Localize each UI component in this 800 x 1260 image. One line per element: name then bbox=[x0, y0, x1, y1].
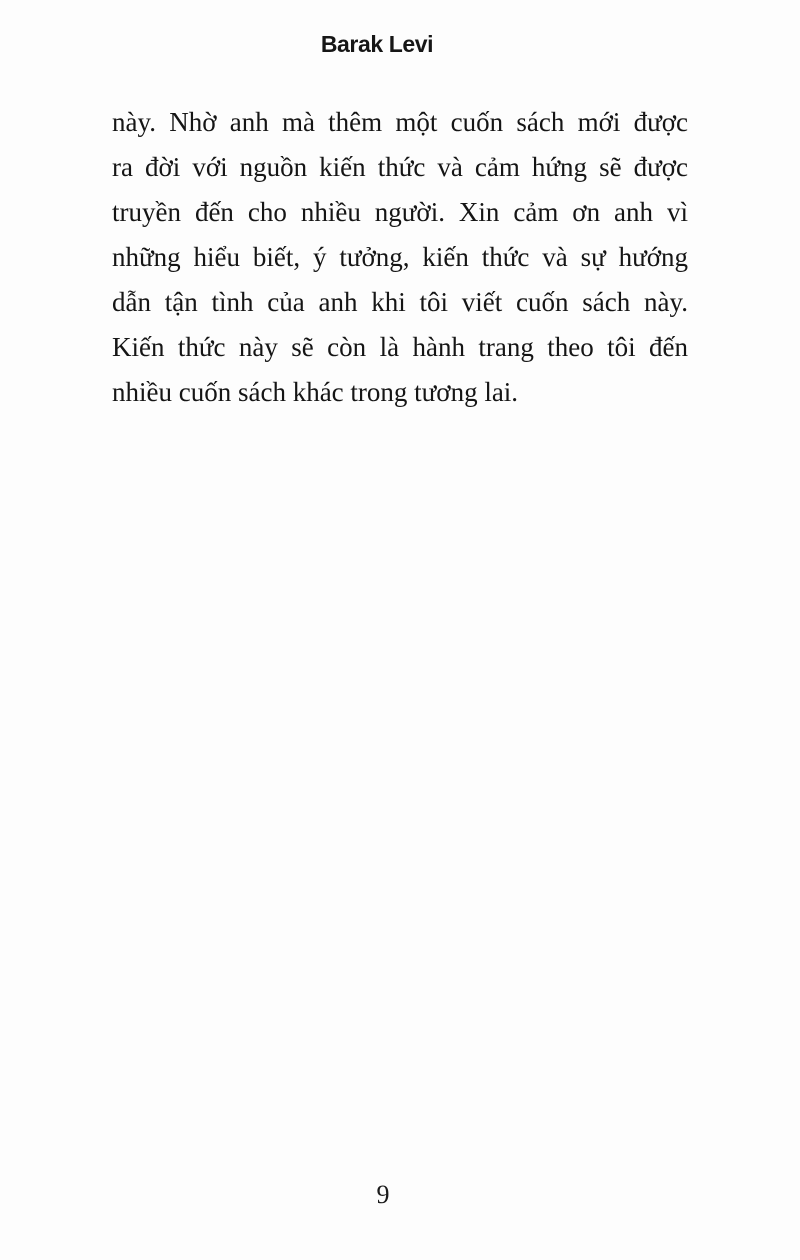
paragraph-line: Kiến thức này sẽ còn là hành trang theo tôi đến bbox=[112, 332, 688, 362]
paragraph-line: nhiều cuốn sách khác trong tương lai. bbox=[112, 377, 519, 407]
running-header-author: Barak Levi bbox=[320, 31, 434, 57]
paragraph-line: này. Nhờ anh mà thêm một cuốn sách mới được bbox=[112, 107, 688, 137]
paragraph-line: ra đời với nguồn kiến thức và cảm hứng sẽ được bbox=[112, 152, 688, 182]
page-number: 9 bbox=[376, 1180, 390, 1209]
paragraph-line: dẫn tận tình của anh khi tôi viết cuốn sách này. bbox=[112, 287, 688, 317]
paragraph-line: truyền đến cho nhiều người. Xin cảm ơn anh vì bbox=[112, 197, 688, 227]
paragraph-line: những hiểu biết, ý tưởng, kiến thức và sự hướng bbox=[112, 242, 688, 272]
body-paragraph bbox=[112, 100, 688, 415]
